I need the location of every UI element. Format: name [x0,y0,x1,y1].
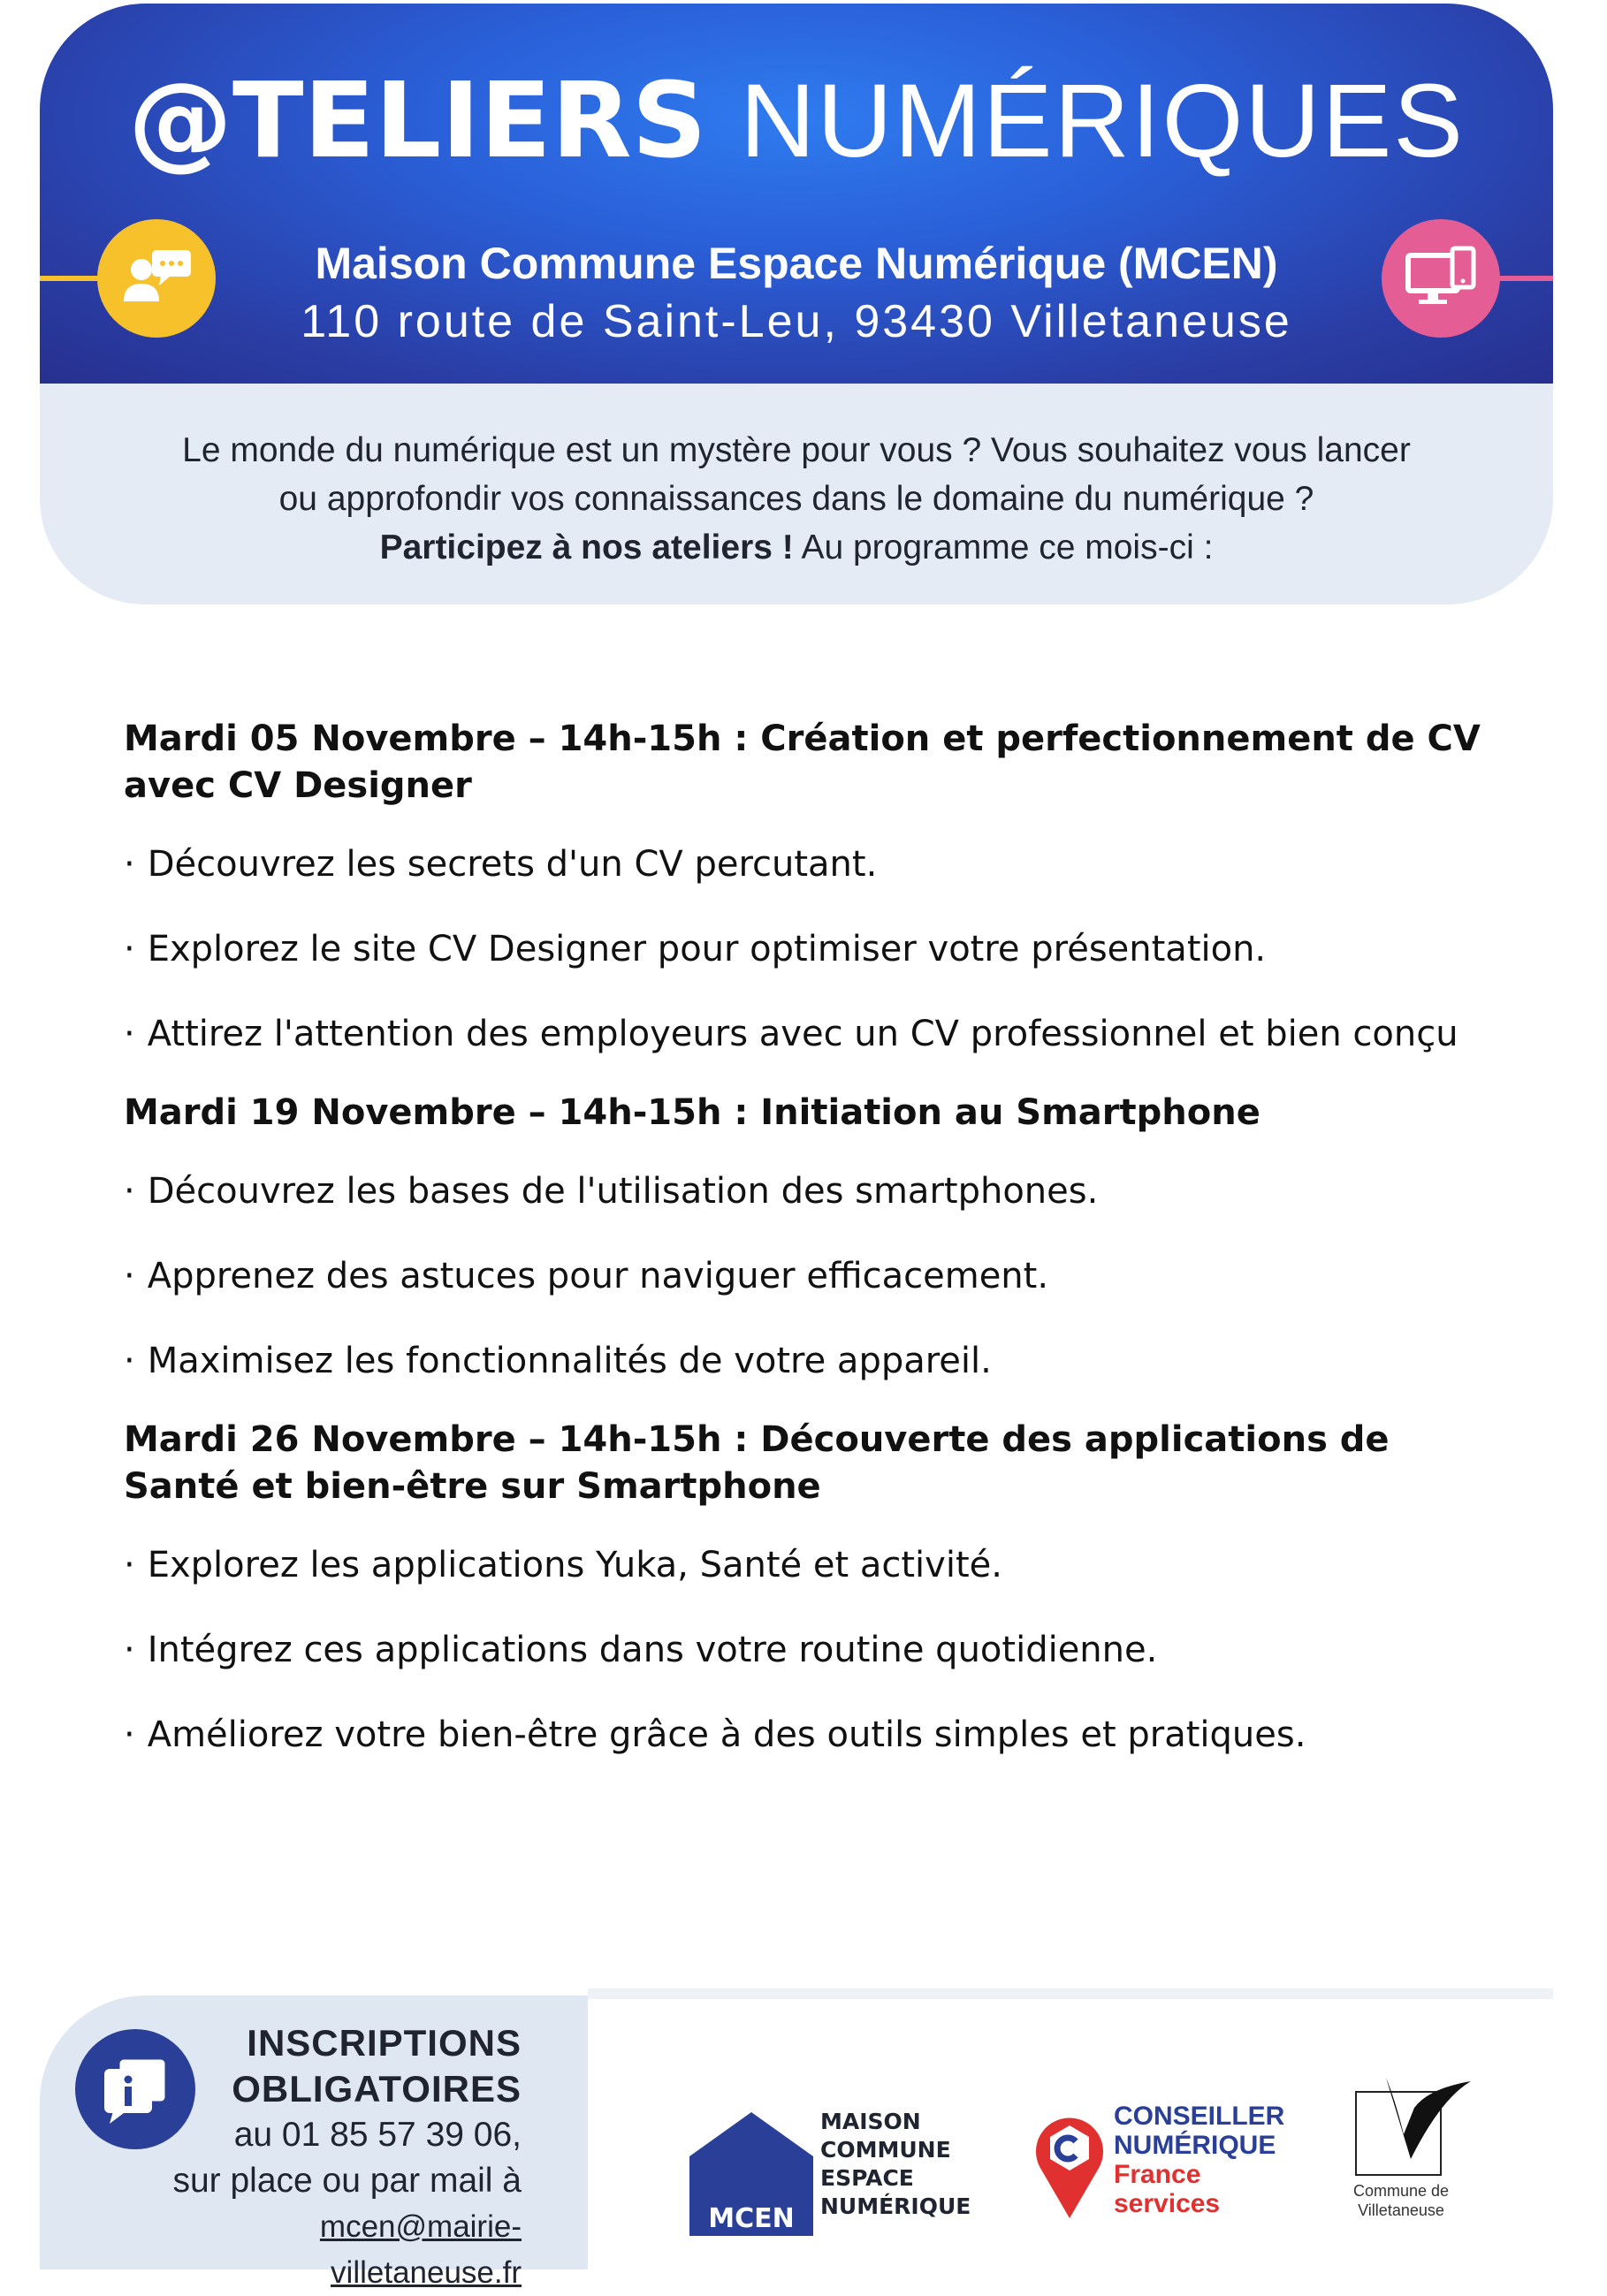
list-item-text: Explorez le site CV Designer pour optimiser votre présentation. [147,929,1267,969]
program-list [124,716,1503,1790]
registration-phone: au 01 85 57 39 06, [233,2116,522,2154]
bullet-dot: · [124,1545,135,1585]
list-item-text: Explorez les applications Yuka, Santé et activité. [147,1545,1002,1585]
list-item-text: Apprenez des astuces pour naviguer efficacement. [147,1256,1049,1296]
list-item [124,1627,1503,1674]
conseiller-numerique-text [1114,2102,1284,2218]
list-item-text: Découvrez les bases de l'utilisation des smartphones. [147,1171,1099,1212]
cn-text-line: France [1114,2160,1201,2189]
footer-divider [588,1988,1553,1999]
session-heading: Mardi 19 Novembre – 14h-15h : Initiation au Smartphone [124,1092,1260,1133]
title-bold: TELIERS [232,59,707,181]
cn-text-line: NUMÉRIQUE [1114,2131,1276,2160]
commune-text-line: Commune de [1352,2182,1450,2200]
computer-screen-icon [1382,219,1500,338]
venue-address: 110 route de Saint-Leu, 93430 Villetaneuse [301,296,1292,347]
list-item-text: Intégrez ces applications dans votre routine quotidienne. [147,1630,1158,1670]
list-item [124,1011,1503,1058]
bullet-dot: · [124,1630,135,1670]
intro-line-1: Le monde du numérique est un mystère pour vous ? Vous souhaitez vous lancer [182,431,1411,469]
decor-line-right [1494,276,1553,281]
bullet-dot: · [124,1714,135,1755]
registration-title-2: OBLIGATOIRES [232,2068,522,2110]
registration-onsite: sur place ou par mail à [172,2162,522,2200]
bullet-dot: · [124,1014,135,1054]
cn-text-line: services [1114,2189,1221,2218]
list-item-text: Maximisez les fonctionnalités de votre appareil. [147,1341,992,1381]
bullet-dot: · [124,844,135,885]
chat-user-icon [97,219,216,338]
list-item [124,1712,1503,1759]
page-title [40,58,1553,183]
bullet-dot: · [124,1171,135,1212]
registration-email-link[interactable]: mcen@mairie-villetaneuse.fr [319,2209,522,2290]
list-item-text: Découvrez les secrets d'un CV percutant. [147,844,878,885]
commune-text-line: Villetaneuse [1358,2201,1444,2219]
villetaneuse-logo [1352,2072,1476,2182]
mcen-text-line: COMMUNE [820,2137,951,2163]
venue-name: Maison Commune Espace Numérique (MCEN) [315,239,1278,288]
intro-cta-bold: Participez à nos ateliers ! [379,528,794,566]
list-item-text: Attirez l'attention des employeurs avec un CV professionnel et bien conçu [147,1014,1458,1054]
mcen-text-line: NUMÉRIQUE [820,2193,971,2219]
list-item-text: Améliorez votre bien-être grâce à des outils simples et pratiques. [147,1714,1306,1755]
title-light: NUMÉRIQUES [740,63,1465,179]
list-item [124,1168,1503,1215]
title-at: @ [127,59,232,181]
mcen-logo-text [820,2108,971,2221]
session-3 [124,1417,1503,1759]
registration-title-1: INSCRIPTIONS [247,2022,522,2064]
list-item [124,841,1503,888]
session-heading: Mardi 26 Novembre – 14h-15h : Découverte des applications de Santé et bien-être sur Smartphone [124,1419,1390,1507]
list-item [124,1338,1503,1385]
list-item [124,1542,1503,1589]
cn-text-line: CONSEILLER [1114,2102,1285,2131]
decor-line-left [40,276,102,281]
mcen-text-line: MAISON [820,2109,921,2134]
intro-line-3 [40,523,1553,572]
session-heading: Mardi 05 Novembre – 14h-15h : Création et perfectionnement de CV avec CV Designer [124,718,1481,806]
intro-text [40,426,1553,572]
header-card [40,4,1553,604]
session-2 [124,1090,1503,1385]
conseiller-numerique-logo [1034,2108,1105,2226]
bullet-dot: · [124,929,135,969]
registration-info [168,2020,522,2296]
list-item [124,1253,1503,1300]
bullet-dot: · [124,1341,135,1381]
session-1 [124,716,1503,1058]
villetaneuse-text [1352,2181,1450,2220]
list-item [124,926,1503,973]
mcen-text-line: ESPACE [820,2165,914,2191]
mcen-badge-text: MCEN [708,2203,795,2234]
bullet-dot: · [124,1256,135,1296]
intro-line-2: ou approfondir vos connaissances dans le domaine du numérique ? [278,480,1314,518]
mcen-logo [689,2103,813,2239]
intro-cta-rest: Au programme ce mois-ci : [793,528,1214,566]
